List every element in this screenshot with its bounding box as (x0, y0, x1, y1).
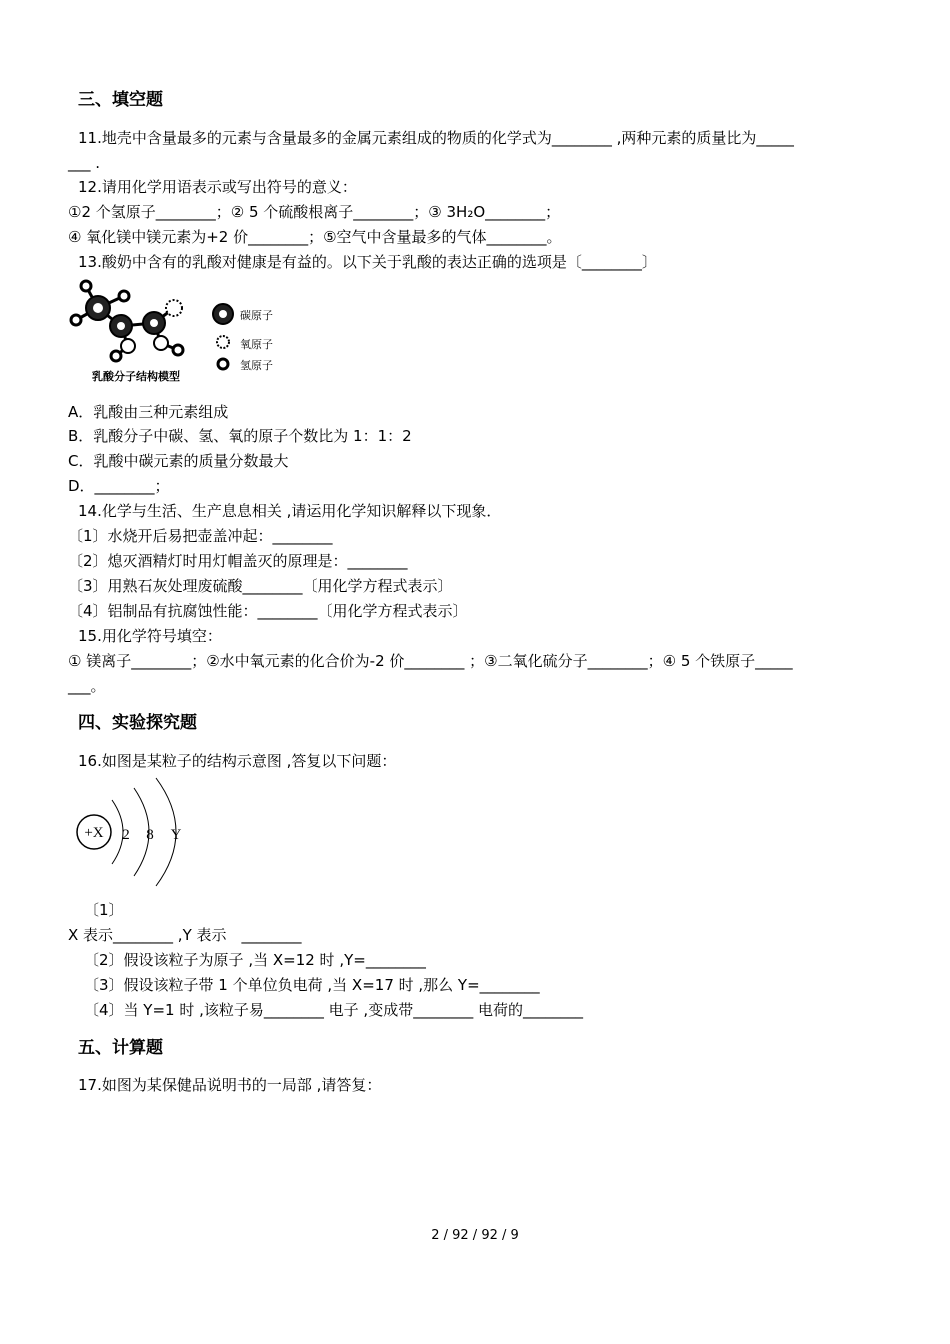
q17-stem: 17.如图为某保健品说明书的一局部 ,请答复： (78, 1076, 382, 1094)
q16-item-3: 〔3〕假设该粒子带 1 个单位负电荷 ,当 X=17 时 ,那么 Y=________ (84, 976, 540, 994)
q13-stem: 13.酸奶中含有的乳酸对健康是有益的。以下关于乳酸的表达正确的选项是〔________〕 (78, 253, 657, 271)
hydrogen-atom (173, 345, 183, 355)
q16-item-1-number: 〔1〕 (84, 901, 124, 919)
legend-oxygen-label: 氧原子 (240, 338, 273, 351)
oxygen-atom (121, 339, 135, 353)
section-heading-fill: 三、填空题 (78, 90, 163, 110)
q13-option-a: A．乳酸由三种元素组成 (68, 403, 229, 421)
q16-stem: 16.如图是某粒子的结构示意图 ,答复以下问题： (78, 752, 397, 770)
hydrogen-atom (119, 291, 129, 301)
shell-3-count: Y (170, 827, 182, 843)
nucleus-label: +X (84, 825, 104, 841)
hydrogen-atom (81, 281, 91, 291)
molecule-caption: 乳酸分子结构模型 (92, 370, 180, 383)
section-heading-experiment: 四、实验探究题 (78, 713, 197, 733)
oxygen-atom (154, 336, 168, 350)
q15-line2: ___。 (68, 677, 106, 695)
oxygen-atom (166, 300, 182, 316)
shell-1-count: 2 (122, 827, 130, 843)
hydrogen-atom (71, 315, 81, 325)
q14-item-1: 〔1〕水烧开后易把壶盖冲起：________ (68, 527, 333, 545)
oxygen-legend-icon (217, 336, 229, 348)
section-heading-calculation: 五、计算题 (78, 1038, 163, 1058)
q15-line1: ① 镁离子________；②水中氧元素的化合价为-2 价________ ；③二氧化硫分子________；④ 5 个铁原子_____ (68, 652, 793, 670)
molecule-legend-symbols (210, 302, 238, 374)
shell-2-count: 8 (146, 827, 154, 843)
hydrogen-atom (111, 351, 121, 361)
legend-hydrogen-label: 氢原子 (240, 359, 273, 372)
q13-option-b: B．乳酸分子中碳、氢、氧的原子个数比为 1：1：2 (68, 427, 412, 445)
q13-option-d: D．________； (68, 477, 170, 495)
q11-line2: ___ . (68, 154, 101, 172)
page-number: 2 / 92 / 92 / 9 (431, 1228, 519, 1243)
q14-item-3: 〔3〕用熟石灰处理废硫酸________〔用化学方程式表示〕 (68, 577, 453, 595)
q11-line1: 11.地壳中含量最多的元素与含量最多的金属元素组成的物质的化学式为________ ,两种元素的质量比为_____ (78, 129, 794, 147)
hydrogen-legend-icon (218, 359, 228, 369)
q14-item-4: 〔4〕铝制品有抗腐蚀性能：________〔用化学方程式表示〕 (68, 602, 468, 620)
q16-item-1-text: X 表示________ ,Y 表示 ________ (68, 926, 302, 944)
q12-line3: ④ 氧化镁中镁元素为+2 价________；⑤空气中含量最多的气体________。 (68, 228, 562, 246)
q16-item-4: 〔4〕当 Y=1 时 ,该粒子易________ 电子 ,变成带________ 电荷的________ (84, 1001, 583, 1019)
q16-item-2: 〔2〕假设该粒子为原子 ,当 X=12 时 ,Y=________ (84, 951, 426, 969)
q12-stem: 12.请用化学用语表示或写出符号的意义： (78, 178, 357, 196)
q13-option-c: C．乳酸中碳元素的质量分数最大 (68, 452, 289, 470)
q12-line2: ①2 个氢原子________；② 5 个硫酸根离子________；③ 3H₂O________； (68, 203, 561, 221)
q15-stem: 15.用化学符号填空： (78, 627, 222, 645)
atom-structure-diagram (72, 776, 192, 888)
q14-item-2: 〔2〕熄灭酒精灯时用灯帽盖灭的原理是：________ (68, 552, 408, 570)
q14-stem: 14.化学与生活、生产息息相关 ,请运用化学知识解释以下现象． (78, 502, 502, 520)
legend-carbon-label: 碳原子 (240, 309, 273, 322)
